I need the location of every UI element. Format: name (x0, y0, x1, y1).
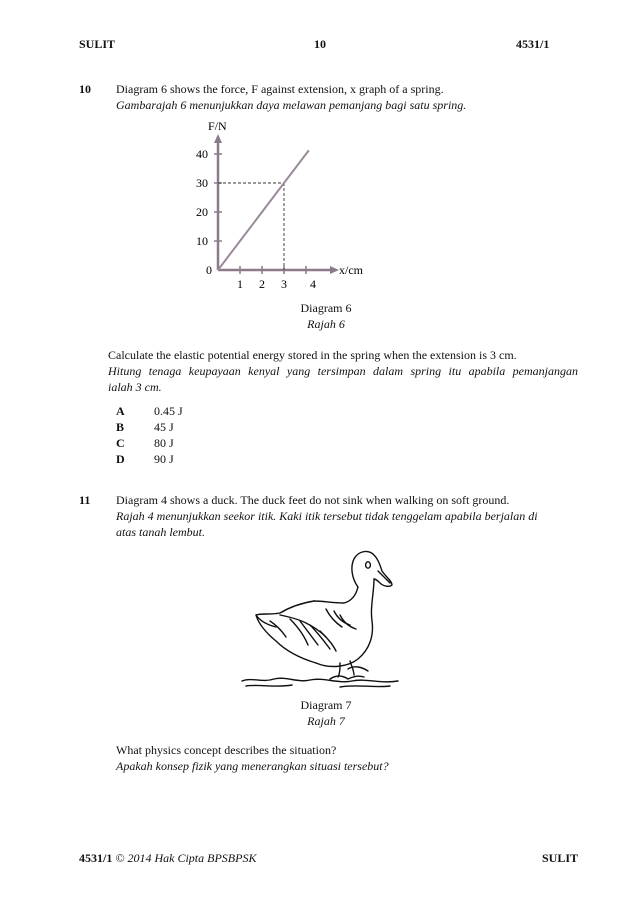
q10-question: Calculate the elastic potential energy stored in the spring when the extension is 3 cm. (108, 348, 517, 362)
option-b[interactable] (116, 419, 183, 435)
y-tick-label: 20 (196, 205, 208, 219)
option-letter: A (116, 404, 125, 418)
q11-question-ms: Apakah konsep fizik yang menerangkan situasi tersebut? (116, 759, 389, 773)
x-tick-label: 2 (259, 277, 265, 291)
origin-label: 0 (206, 263, 212, 277)
x-tick-label: 3 (281, 277, 287, 291)
option-c[interactable] (116, 435, 183, 451)
q11-question: What physics concept describes the situation? (116, 743, 337, 757)
diagram6-caption: Diagram 6 (300, 301, 352, 315)
option-text: 90 J (154, 452, 174, 466)
y-tick-label: 10 (196, 234, 208, 248)
option-d[interactable] (116, 451, 183, 467)
footer-code: 4531/1 (79, 851, 113, 865)
option-letter: D (116, 452, 125, 466)
q10-intro: Diagram 6 shows the force, F against extension, x graph of a spring. (116, 82, 444, 96)
y-axis-label: F/N (208, 119, 227, 133)
x-tick-label: 1 (237, 277, 243, 291)
footer-sulit: SULIT (542, 851, 579, 865)
q10-options (116, 403, 183, 467)
x-axis-label: x/cm (339, 263, 363, 277)
q11-intro: Diagram 4 shows a duck. The duck feet do not sink when walking on soft ground. (116, 493, 510, 507)
q11-intro-ms-2: atas tanah lembut. (116, 525, 205, 539)
y-tick-label: 40 (196, 147, 208, 161)
q10-question-ms-2: ialah 3 cm. (108, 380, 162, 394)
option-text: 45 J (154, 420, 174, 434)
option-a[interactable] (116, 403, 183, 419)
q10-question-ms-1: Hitung tenaga keupayaan kenyal yang tersimpan dalam spring itu apabila pemanjangan (108, 364, 578, 378)
diagram7-caption-ms: Rajah 7 (307, 714, 345, 728)
page-number: 10 (314, 37, 326, 51)
y-tick-label: 30 (196, 176, 208, 190)
diagram6-caption-ms: Rajah 6 (307, 317, 345, 331)
x-tick-label: 4 (310, 277, 316, 291)
footer-copyright: © 2014 Hak Cipta BPSBPSK (115, 851, 257, 865)
q10-intro-ms: Gambarajah 6 menunjukkan daya melawan pemanjang bagi satu spring. (116, 98, 467, 112)
q11-intro-ms-1: Rajah 4 menunjukkan seekor itik. Kaki itik tersebut tidak tenggelam apabila berjalan di (116, 509, 538, 523)
header-sulit: SULIT (79, 37, 116, 51)
series-line-spring (218, 150, 309, 270)
q10-number: 10 (79, 82, 91, 96)
footer-left (79, 850, 256, 866)
header-code: 4531/1 (516, 37, 550, 51)
option-text: 80 J (154, 436, 174, 450)
q11-number: 11 (79, 493, 91, 507)
q10-force-extension-graph (190, 112, 390, 302)
option-text: 0.45 J (154, 404, 183, 418)
option-letter: B (116, 420, 125, 434)
duck-illustration (240, 545, 400, 690)
diagram7-caption: Diagram 7 (300, 698, 352, 712)
option-letter: C (116, 436, 125, 450)
